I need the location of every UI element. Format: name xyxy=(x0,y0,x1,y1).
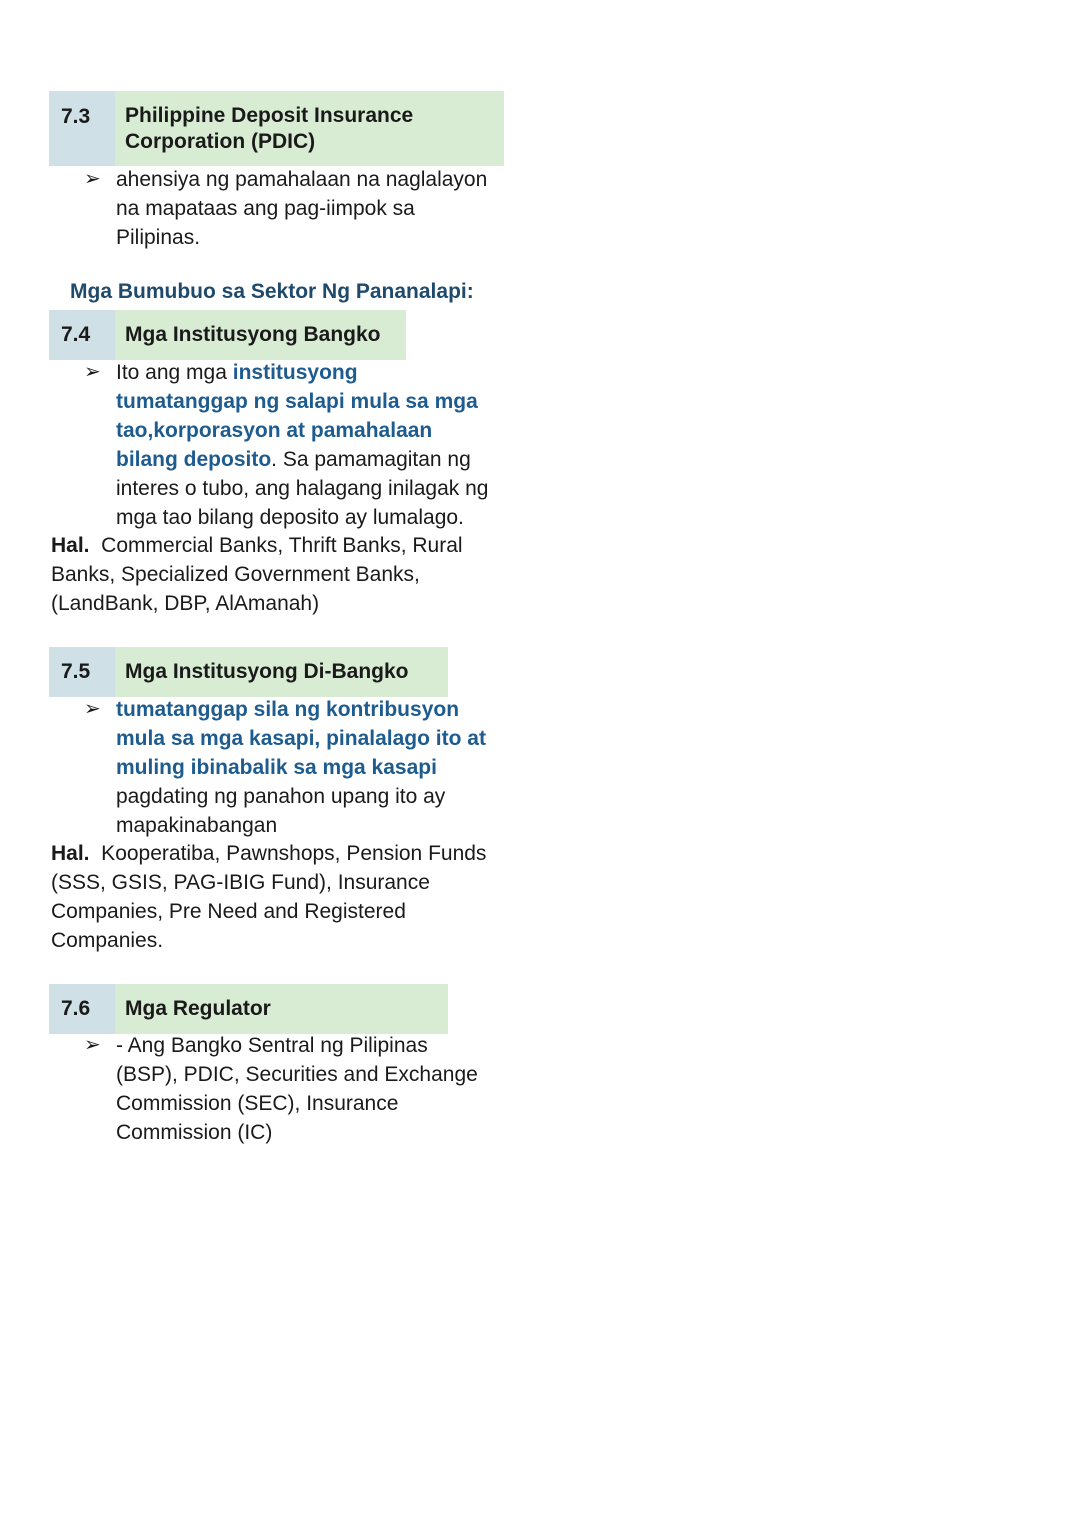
highlight-text: bilang deposito xyxy=(116,448,272,471)
bullet-text xyxy=(116,358,524,532)
section-7-3-header xyxy=(49,91,504,166)
text-line: Commercial Banks, Thrift Banks, Rural xyxy=(89,534,463,557)
section-number: 7.3 xyxy=(61,105,91,128)
text-line: interes o tubo, ang halagang inilagak ng xyxy=(116,477,489,500)
text-line: - Ang Bangko Sentral ng Pilipinas xyxy=(116,1034,428,1057)
text-line: na mapataas ang pag-iimpok sa xyxy=(116,197,415,220)
arrow-bullet-icon: ➢ xyxy=(84,168,101,190)
bullet-item xyxy=(84,695,524,840)
example-text xyxy=(51,531,521,618)
text-line: . Sa pamamagitan ng xyxy=(271,448,471,471)
bullet-item xyxy=(84,165,524,252)
bullet-item xyxy=(84,358,524,532)
section-title-line: Philippine Deposit Insurance xyxy=(125,104,414,127)
text-line: ahensiya ng pamahalaan na naglalayon xyxy=(116,168,488,191)
text-line: Kooperatiba, Pawnshops, Pension Funds xyxy=(89,842,487,865)
bullet-text xyxy=(116,1031,524,1147)
bullet-item xyxy=(84,1031,524,1147)
text-line: Banks, Specialized Government Banks, xyxy=(51,563,420,586)
example-text xyxy=(51,839,521,955)
text-line: (SSS, GSIS, PAG-IBIG Fund), Insurance xyxy=(51,871,430,894)
text-line: Pilipinas. xyxy=(116,226,201,249)
text-line: Ito ang mga xyxy=(116,361,233,384)
text-line: Commission (SEC), Insurance xyxy=(116,1092,399,1115)
section-title-line: Corporation (PDIC) xyxy=(125,130,316,153)
section-7-6-header xyxy=(49,984,448,1034)
text-line: (LandBank, DBP, AlAmanah) xyxy=(51,592,320,615)
text-line: mapakinabangan xyxy=(116,814,278,837)
section-7-4-header xyxy=(49,310,406,360)
bullet-text xyxy=(116,695,524,840)
example-label: Hal. xyxy=(51,842,90,865)
section-title: Mga Institusyong Di-Bangko xyxy=(115,647,448,697)
example-label: Hal. xyxy=(51,534,90,557)
arrow-bullet-icon: ➢ xyxy=(84,361,101,383)
sub-heading: Mga Bumubuo sa Sektor Ng Pananalapi: xyxy=(70,280,474,303)
section-title: Mga Regulator xyxy=(115,984,448,1034)
highlight-text: tumatanggap sila ng kontribusyon xyxy=(116,698,460,721)
highlight-text: mula sa mga kasapi, pinalalago ito at xyxy=(116,727,486,750)
text-line: pagdating ng panahon upang ito ay xyxy=(116,785,446,808)
text-line: Commission (IC) xyxy=(116,1121,273,1144)
arrow-bullet-icon: ➢ xyxy=(84,1034,101,1056)
section-title xyxy=(115,91,504,166)
text-line: Companies, Pre Need and Registered xyxy=(51,900,406,923)
section-number: 7.6 xyxy=(61,997,91,1020)
arrow-bullet-icon: ➢ xyxy=(84,698,101,720)
text-line: mga tao bilang deposito ay lumalago. xyxy=(116,506,464,529)
highlight-text: tumatanggap ng salapi mula sa mga xyxy=(116,390,478,413)
text-line: (BSP), PDIC, Securities and Exchange xyxy=(116,1063,478,1086)
highlight-text: institusyong xyxy=(232,361,358,384)
section-title: Mga Institusyong Bangko xyxy=(115,310,406,360)
highlight-text: tao,korporasyon at pamahalaan xyxy=(116,419,433,442)
section-number: 7.5 xyxy=(61,660,91,683)
section-number: 7.4 xyxy=(61,323,91,346)
section-7-5-header xyxy=(49,647,448,697)
highlight-text: muling ibinabalik sa mga kasapi xyxy=(116,756,437,779)
text-line: Companies. xyxy=(51,929,164,952)
bullet-text xyxy=(116,165,524,252)
